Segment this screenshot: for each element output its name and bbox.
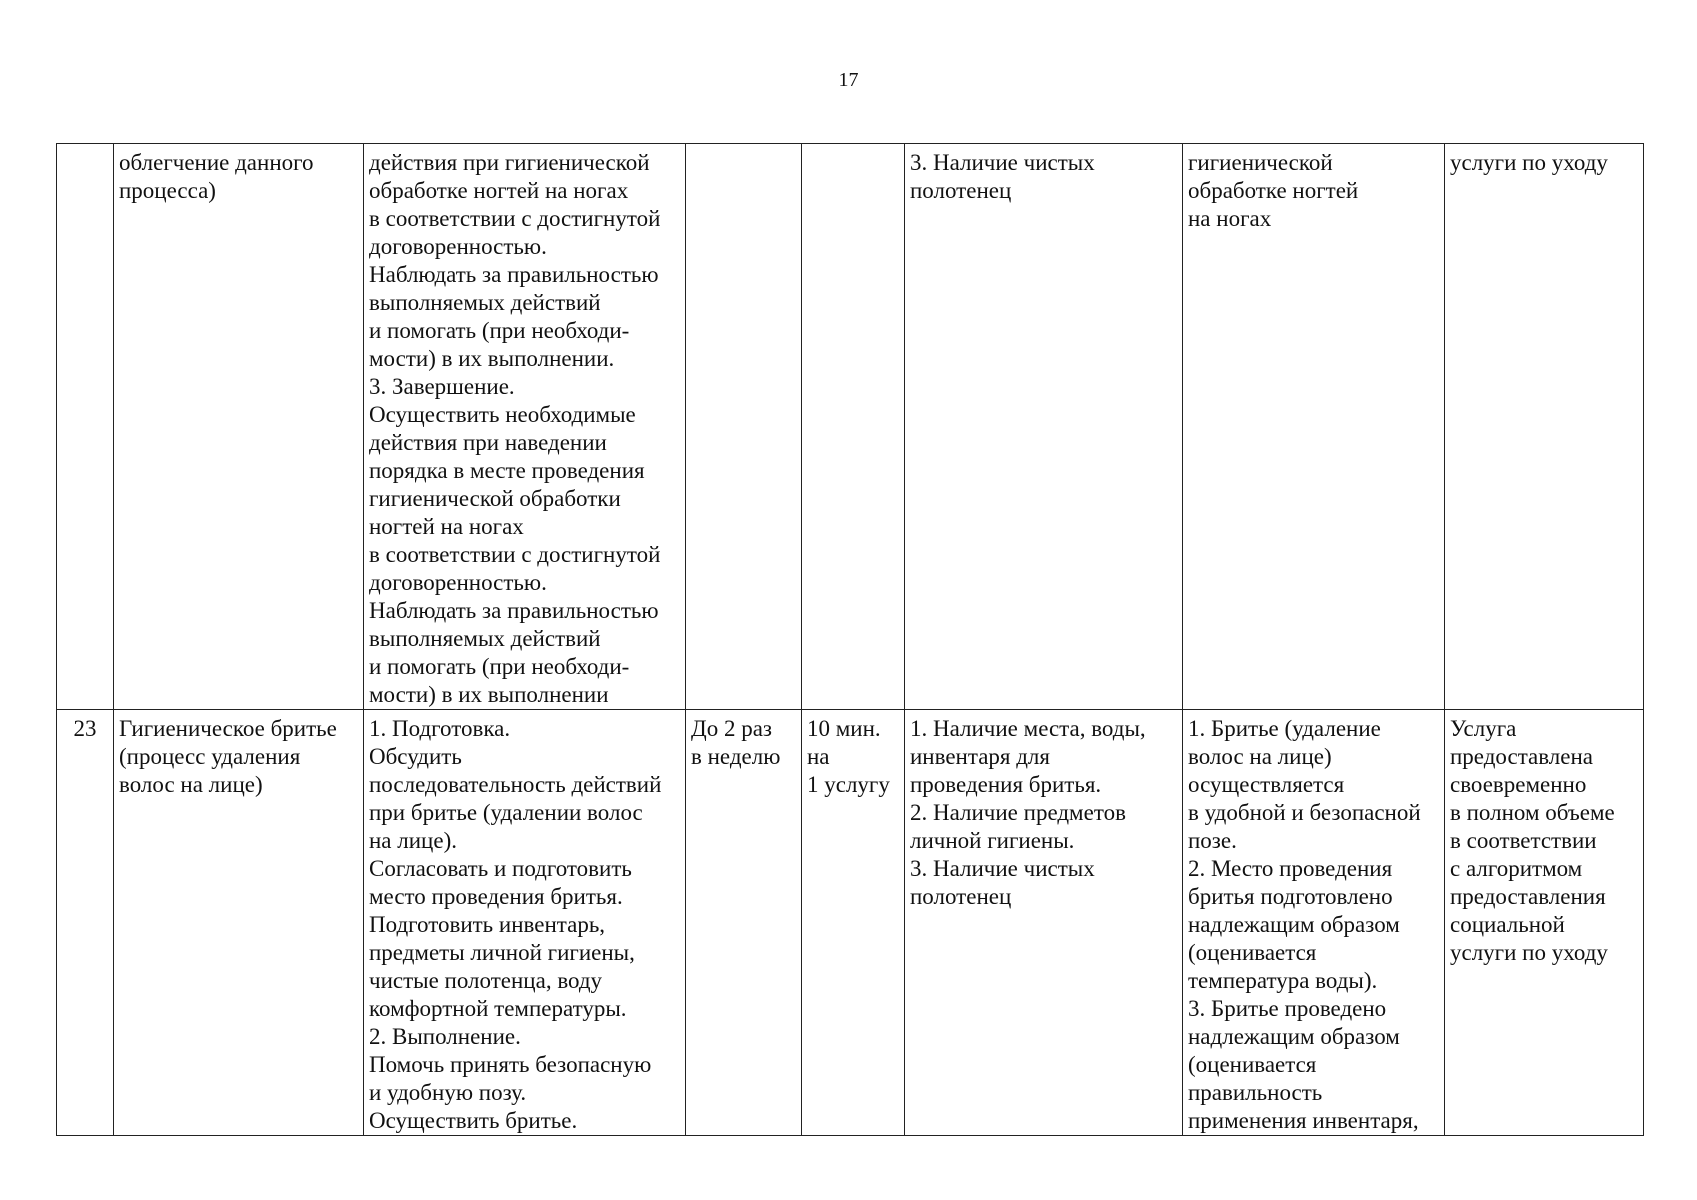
cell-text-line: 2. Наличие предметов	[910, 800, 1126, 825]
cell-text-line: комфортной температуры.	[369, 996, 627, 1021]
cell-text-line: Осуществить необходимые	[369, 402, 636, 427]
cell-text-line: надлежащим образом	[1188, 912, 1400, 937]
cell-text-line: в соответствии	[1450, 828, 1597, 853]
cell-text-line: Услуга	[1450, 716, 1517, 741]
cell-text-line: (процесс удаления	[119, 744, 301, 769]
cell-text-line: на	[807, 744, 830, 769]
cell-frequency	[686, 144, 802, 710]
cell-text-line: в удобной и безопасной	[1188, 800, 1421, 825]
cell-text-line: 1 услугу	[807, 772, 890, 797]
cell-text-line: выполняемых действий	[369, 290, 601, 315]
cell-text-line: порядка в месте проведения	[369, 458, 645, 483]
cell-text-line: 3. Наличие чистых	[910, 150, 1095, 175]
cell-text-line: Подготовить инвентарь,	[369, 912, 606, 937]
cell-conditions	[905, 710, 1183, 1136]
cell-text-line: в неделю	[691, 744, 781, 769]
cell-text-line: 1. Наличие места, воды,	[910, 716, 1146, 741]
cell-text-line: в соответствии с достигнутой	[369, 542, 661, 567]
cell-text-line: чистые полотенца, воду	[369, 968, 603, 993]
cell-text-line: облегчение данного	[119, 150, 314, 175]
cell-text-line: Помочь принять безопасную	[369, 1052, 652, 1077]
cell-text-line: надлежащим образом	[1188, 1024, 1400, 1049]
services-table	[56, 143, 1644, 1136]
cell-text-line: при бритье (удалении волос	[369, 800, 643, 825]
cell-text-line: процесса)	[119, 178, 216, 203]
cell-text-line: Наблюдать за правильностью	[369, 598, 659, 623]
cell-text-line: Наблюдать за правильностью	[369, 262, 659, 287]
cell-text-line: действия при гигиенической	[369, 150, 650, 175]
table-row	[57, 144, 1644, 710]
cell-text-line: в соответствии с достигнутой	[369, 206, 661, 231]
cell-number	[57, 144, 114, 710]
cell-text-line: личной гигиены.	[910, 828, 1075, 853]
cell-text-line: на лице).	[369, 828, 457, 853]
cell-text-line: социальной	[1450, 912, 1565, 937]
cell-text-line: последовательность действий	[369, 772, 662, 797]
cell-text-line: До 2 раз	[691, 716, 772, 741]
cell-text-line: мости) в их выполнении	[369, 682, 609, 707]
cell-text-line: обработке ногтей на ногах	[369, 178, 629, 203]
cell-text-line: выполняемых действий	[369, 626, 601, 651]
cell-text-line: услуги по уходу	[1450, 150, 1608, 175]
cell-text-line: полотенец	[910, 884, 1012, 909]
cell-text-line: проведения бритья.	[910, 772, 1102, 797]
cell-evaluation	[1445, 144, 1644, 710]
cell-evaluation	[1445, 710, 1644, 1136]
cell-text-line: договоренностью.	[369, 570, 547, 595]
cell-text-line: действия при наведении	[369, 430, 607, 455]
cell-text-line: предоставлена	[1450, 744, 1593, 769]
cell-service-content	[364, 710, 686, 1136]
cell-text-line: обработке ногтей	[1188, 178, 1359, 203]
cell-text-line: на ногах	[1188, 206, 1272, 231]
cell-text-line: с алгоритмом	[1450, 856, 1583, 881]
cell-text-line: инвентаря для	[910, 744, 1050, 769]
table-row	[57, 710, 1644, 1136]
cell-text-line: мости) в их выполнении.	[369, 346, 615, 371]
cell-frequency	[686, 710, 802, 1136]
cell-service-content	[364, 144, 686, 710]
cell-text-line: волос на лице)	[119, 772, 263, 797]
cell-text-line: место проведения бритья.	[369, 884, 623, 909]
cell-text-line: применения инвентаря,	[1188, 1108, 1419, 1133]
cell-text-line: в полном объеме	[1450, 800, 1615, 825]
cell-text-line: Обсудить	[369, 744, 462, 769]
cell-text-line: правильность	[1188, 1080, 1323, 1105]
cell-duration	[802, 710, 905, 1136]
cell-text-line: 2. Выполнение.	[369, 1024, 521, 1049]
cell-text-line: Гигиеническое бритье	[119, 716, 337, 741]
cell-number	[57, 710, 114, 1136]
cell-text-line: услуги по уходу	[1450, 940, 1608, 965]
page-number: 17	[838, 69, 859, 91]
cell-text-line: позе.	[1188, 828, 1237, 853]
cell-text-line: гигиенической	[1188, 150, 1333, 175]
cell-text-line: и помогать (при необходи-	[369, 318, 630, 343]
cell-text-line: гигиенической обработки	[369, 486, 621, 511]
cell-text-line: договоренностью.	[369, 234, 547, 259]
cell-text-line: Осуществить бритье.	[369, 1108, 578, 1133]
cell-text-line: бритья подготовлено	[1188, 884, 1393, 909]
cell-text-line: 3. Наличие чистых	[910, 856, 1095, 881]
cell-text-line: 1. Бритье (удаление	[1188, 716, 1381, 741]
cell-text: 23	[73, 716, 97, 741]
cell-service-name	[114, 144, 364, 710]
cell-text-line: 1. Подготовка.	[369, 716, 511, 741]
cell-text-line: (оценивается	[1188, 940, 1317, 965]
cell-text-line: волос на лице)	[1188, 744, 1332, 769]
cell-quality-indicators	[1183, 144, 1445, 710]
cell-conditions	[905, 144, 1183, 710]
cell-text-line: предметы личной гигиены,	[369, 940, 635, 965]
cell-text-line: (оценивается	[1188, 1052, 1317, 1077]
cell-text-line: и удобную позу.	[369, 1080, 527, 1105]
cell-text-line: Согласовать и подготовить	[369, 856, 632, 881]
cell-service-name	[114, 710, 364, 1136]
cell-text-line: своевременно	[1450, 772, 1587, 797]
cell-text-line: температура воды).	[1188, 968, 1378, 993]
cell-text-line: и помогать (при необходи-	[369, 654, 630, 679]
cell-text-line: предоставления	[1450, 884, 1606, 909]
cell-text-line: 2. Место проведения	[1188, 856, 1393, 881]
cell-quality-indicators	[1183, 710, 1445, 1136]
cell-text-line: 10 мин.	[807, 716, 881, 741]
cell-text-line: 3. Завершение.	[369, 374, 515, 399]
cell-duration	[802, 144, 905, 710]
cell-text-line: осуществляется	[1188, 772, 1345, 797]
cell-text-line: ногтей на ногах	[369, 514, 524, 539]
cell-text-line: 3. Бритье проведено	[1188, 996, 1387, 1021]
cell-text-line: полотенец	[910, 178, 1012, 203]
